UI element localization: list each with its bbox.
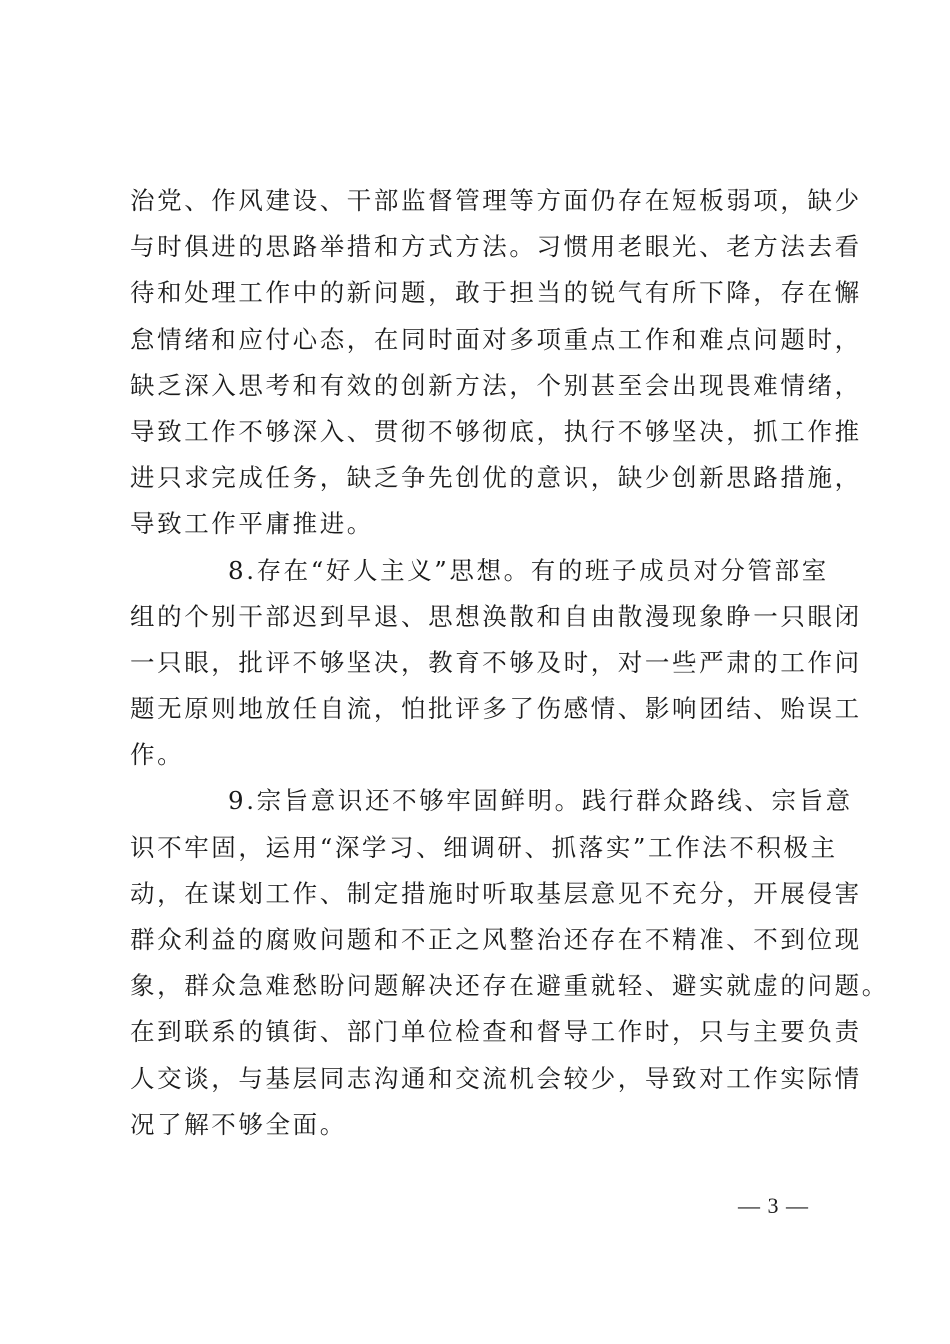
- text-line: 作。: [130, 740, 185, 770]
- text-line: 8.存在“好人主义”思想。有的班子成员对分管部室: [228, 555, 829, 585]
- text-line: 象，群众急难愁盼问题解决还存在避重就轻、避实就虚的问题。: [130, 971, 889, 1001]
- text-line: 怠情绪和应付心态，在同时面对多项重点工作和难点问题时，: [130, 324, 862, 354]
- text-line: 题无原则地放任自流，怕批评多了伤感情、影响团结、贻误工: [130, 694, 862, 724]
- text-line: 缺乏深入思考和有效的创新方法，个别甚至会出现畏难情绪，: [130, 370, 862, 400]
- text-line: 在到联系的镇街、部门单位检查和督导工作时，只与主要负责: [130, 1017, 862, 1047]
- text-line: 识不牢固，运用“深学习、细调研、抓落实”工作法不积极主: [130, 832, 838, 862]
- paragraph-item-9: [130, 778, 889, 1148]
- text-line: 导致工作平庸推进。: [130, 509, 374, 539]
- text-line: 群众利益的腐败问题和不正之风整治还存在不精准、不到位现: [130, 925, 862, 954]
- text-line: 况了解不够全面。: [130, 1109, 347, 1139]
- paragraph-continuation: [130, 178, 862, 548]
- text-line: 治党、作风建设、干部监督管理等方面仍存在短板弱项，缺少: [130, 186, 862, 215]
- text-line: 进只求完成任务，缺乏争先创优的意识，缺少创新思路措施，: [130, 463, 862, 493]
- text-line: 导致工作不够深入、贯彻不够彻底，执行不够坚决，抓工作推: [130, 416, 862, 446]
- paragraph-item-8: [130, 548, 862, 779]
- text-line: 人交谈，与基层同志沟通和交流机会较少，导致对工作实际情: [130, 1063, 862, 1093]
- page-number: — 3 —: [738, 1193, 809, 1218]
- text-line: 一只眼，批评不够坚决，教育不够及时，对一些严肃的工作问: [130, 647, 862, 677]
- body-text: [130, 178, 889, 1148]
- text-line: 组的个别干部迟到早退、思想涣散和自由散漫现象睁一只眼闭: [130, 601, 862, 631]
- text-line: 待和处理工作中的新问题，敢于担当的锐气有所下降，存在懈: [130, 278, 862, 308]
- text-line: 9.宗旨意识还不够牢固鲜明。践行群众路线、宗旨意: [228, 786, 853, 816]
- text-line: 动，在谋划工作、制定措施时听取基层意见不充分，开展侵害: [130, 878, 862, 908]
- text-line: 与时俱进的思路举措和方式方法。习惯用老眼光、老方法去看: [130, 232, 862, 262]
